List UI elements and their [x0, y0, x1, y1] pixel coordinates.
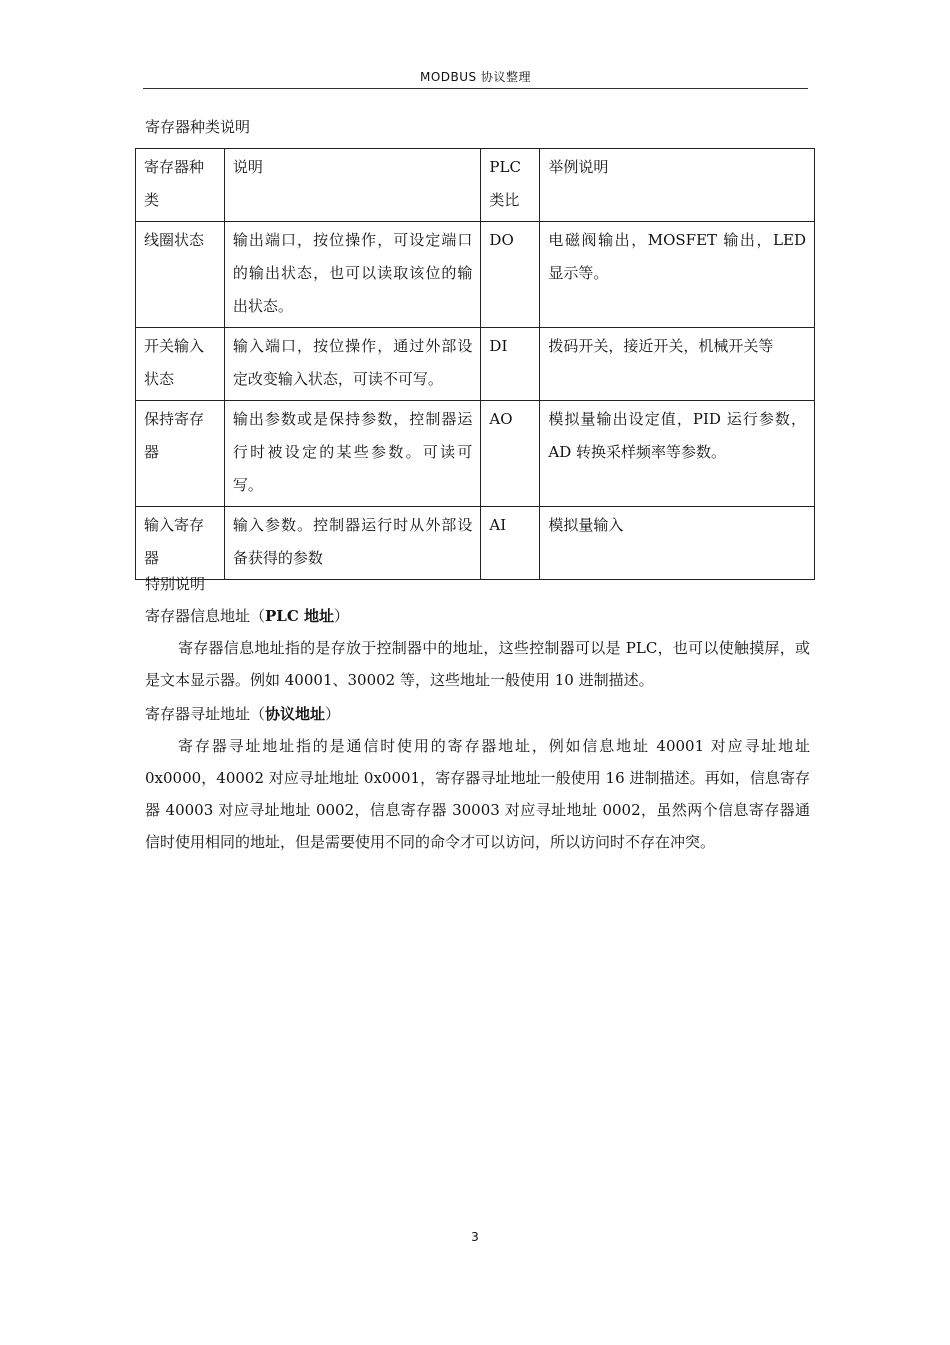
page-number: 3: [471, 1230, 479, 1244]
heading-prefix: 寄存器寻址地址（: [145, 705, 266, 723]
table-row: [136, 401, 815, 507]
page-header-title: MODBUS 协议整理: [420, 70, 531, 84]
cell-description: 输出参数或是保持参数，控制器运行时被设定的某些参数。可读可写。: [224, 401, 481, 507]
cell-description: 输出端口，按位操作，可设定端口的输出状态，也可以读取该位的输出状态。: [224, 222, 481, 328]
protocol-address-paragraph: 寄存器寻址地址指的是通信时使用的寄存器地址，例如信息地址 40001 对应寻址地址 0x0000，40002 对应寻址地址 0x0001，寄存器寻址地址一般使用 16 进制描述。再如，信息寄存器 40003 对应寻址地址 0002，信息寄存器 30003 对应寻址地址 0002，虽然两个信息寄存器通信时使用相同的地址，但是需要使用不同的命令才可以访问，所以访问时不存在冲突。: [145, 737, 810, 851]
cell-plc-analog: AO: [481, 401, 540, 507]
cell-example: 模拟量输出设定值，PID 运行参数，AD 转换采样频率等参数。: [540, 401, 815, 507]
cell-example: 模拟量输入: [540, 507, 815, 580]
plc-address-paragraph: 寄存器信息地址指的是存放于控制器中的地址，这些控制器可以是 PLC，也可以使触摸屏，或是文本显示器。例如 40001、30002 等，这些地址一般使用 10 进制描述。: [145, 639, 810, 689]
cell-register-type: 开关输入状态: [136, 328, 225, 401]
cell-description: 输入端口，按位操作，通过外部设定改变输入状态，可读不可写。: [224, 328, 481, 401]
cell-plc-analog: AI: [481, 507, 540, 580]
notes-title: 特别说明: [145, 575, 206, 593]
cell-example: 电磁阀输出，MOSFET 输出，LED 显示等。: [540, 222, 815, 328]
table-caption: 寄存器种类说明: [145, 118, 251, 136]
header-cell-example: 举例说明: [540, 149, 815, 222]
heading-suffix: ）: [334, 607, 350, 625]
heading-suffix: ）: [325, 705, 341, 723]
protocol-address-heading: [145, 698, 340, 730]
cell-register-type: 输入寄存器: [136, 507, 225, 580]
register-types-table: [135, 148, 815, 580]
table-row: [136, 222, 815, 328]
cell-register-type: 线圈状态: [136, 222, 225, 328]
header-cell-plc-analog: PLC 类比: [481, 149, 540, 222]
header-cell-description: 说明: [224, 149, 481, 222]
header-cell-register-type: 寄存器种类: [136, 149, 225, 222]
heading-bold: 协议地址: [265, 705, 326, 723]
cell-plc-analog: DO: [481, 222, 540, 328]
cell-register-type: 保持寄存器: [136, 401, 225, 507]
heading-prefix: 寄存器信息地址（: [145, 607, 266, 625]
cell-description: 输入参数。控制器运行时从外部设备获得的参数: [224, 507, 481, 580]
table-row: [136, 328, 815, 401]
table-row: [136, 507, 815, 580]
plc-address-heading: [145, 600, 349, 632]
heading-bold: PLC 地址: [265, 607, 335, 625]
cell-example: 拨码开关，接近开关，机械开关等: [540, 328, 815, 401]
table-header-row: [136, 149, 815, 222]
cell-plc-analog: DI: [481, 328, 540, 401]
header-rule: [143, 88, 808, 89]
